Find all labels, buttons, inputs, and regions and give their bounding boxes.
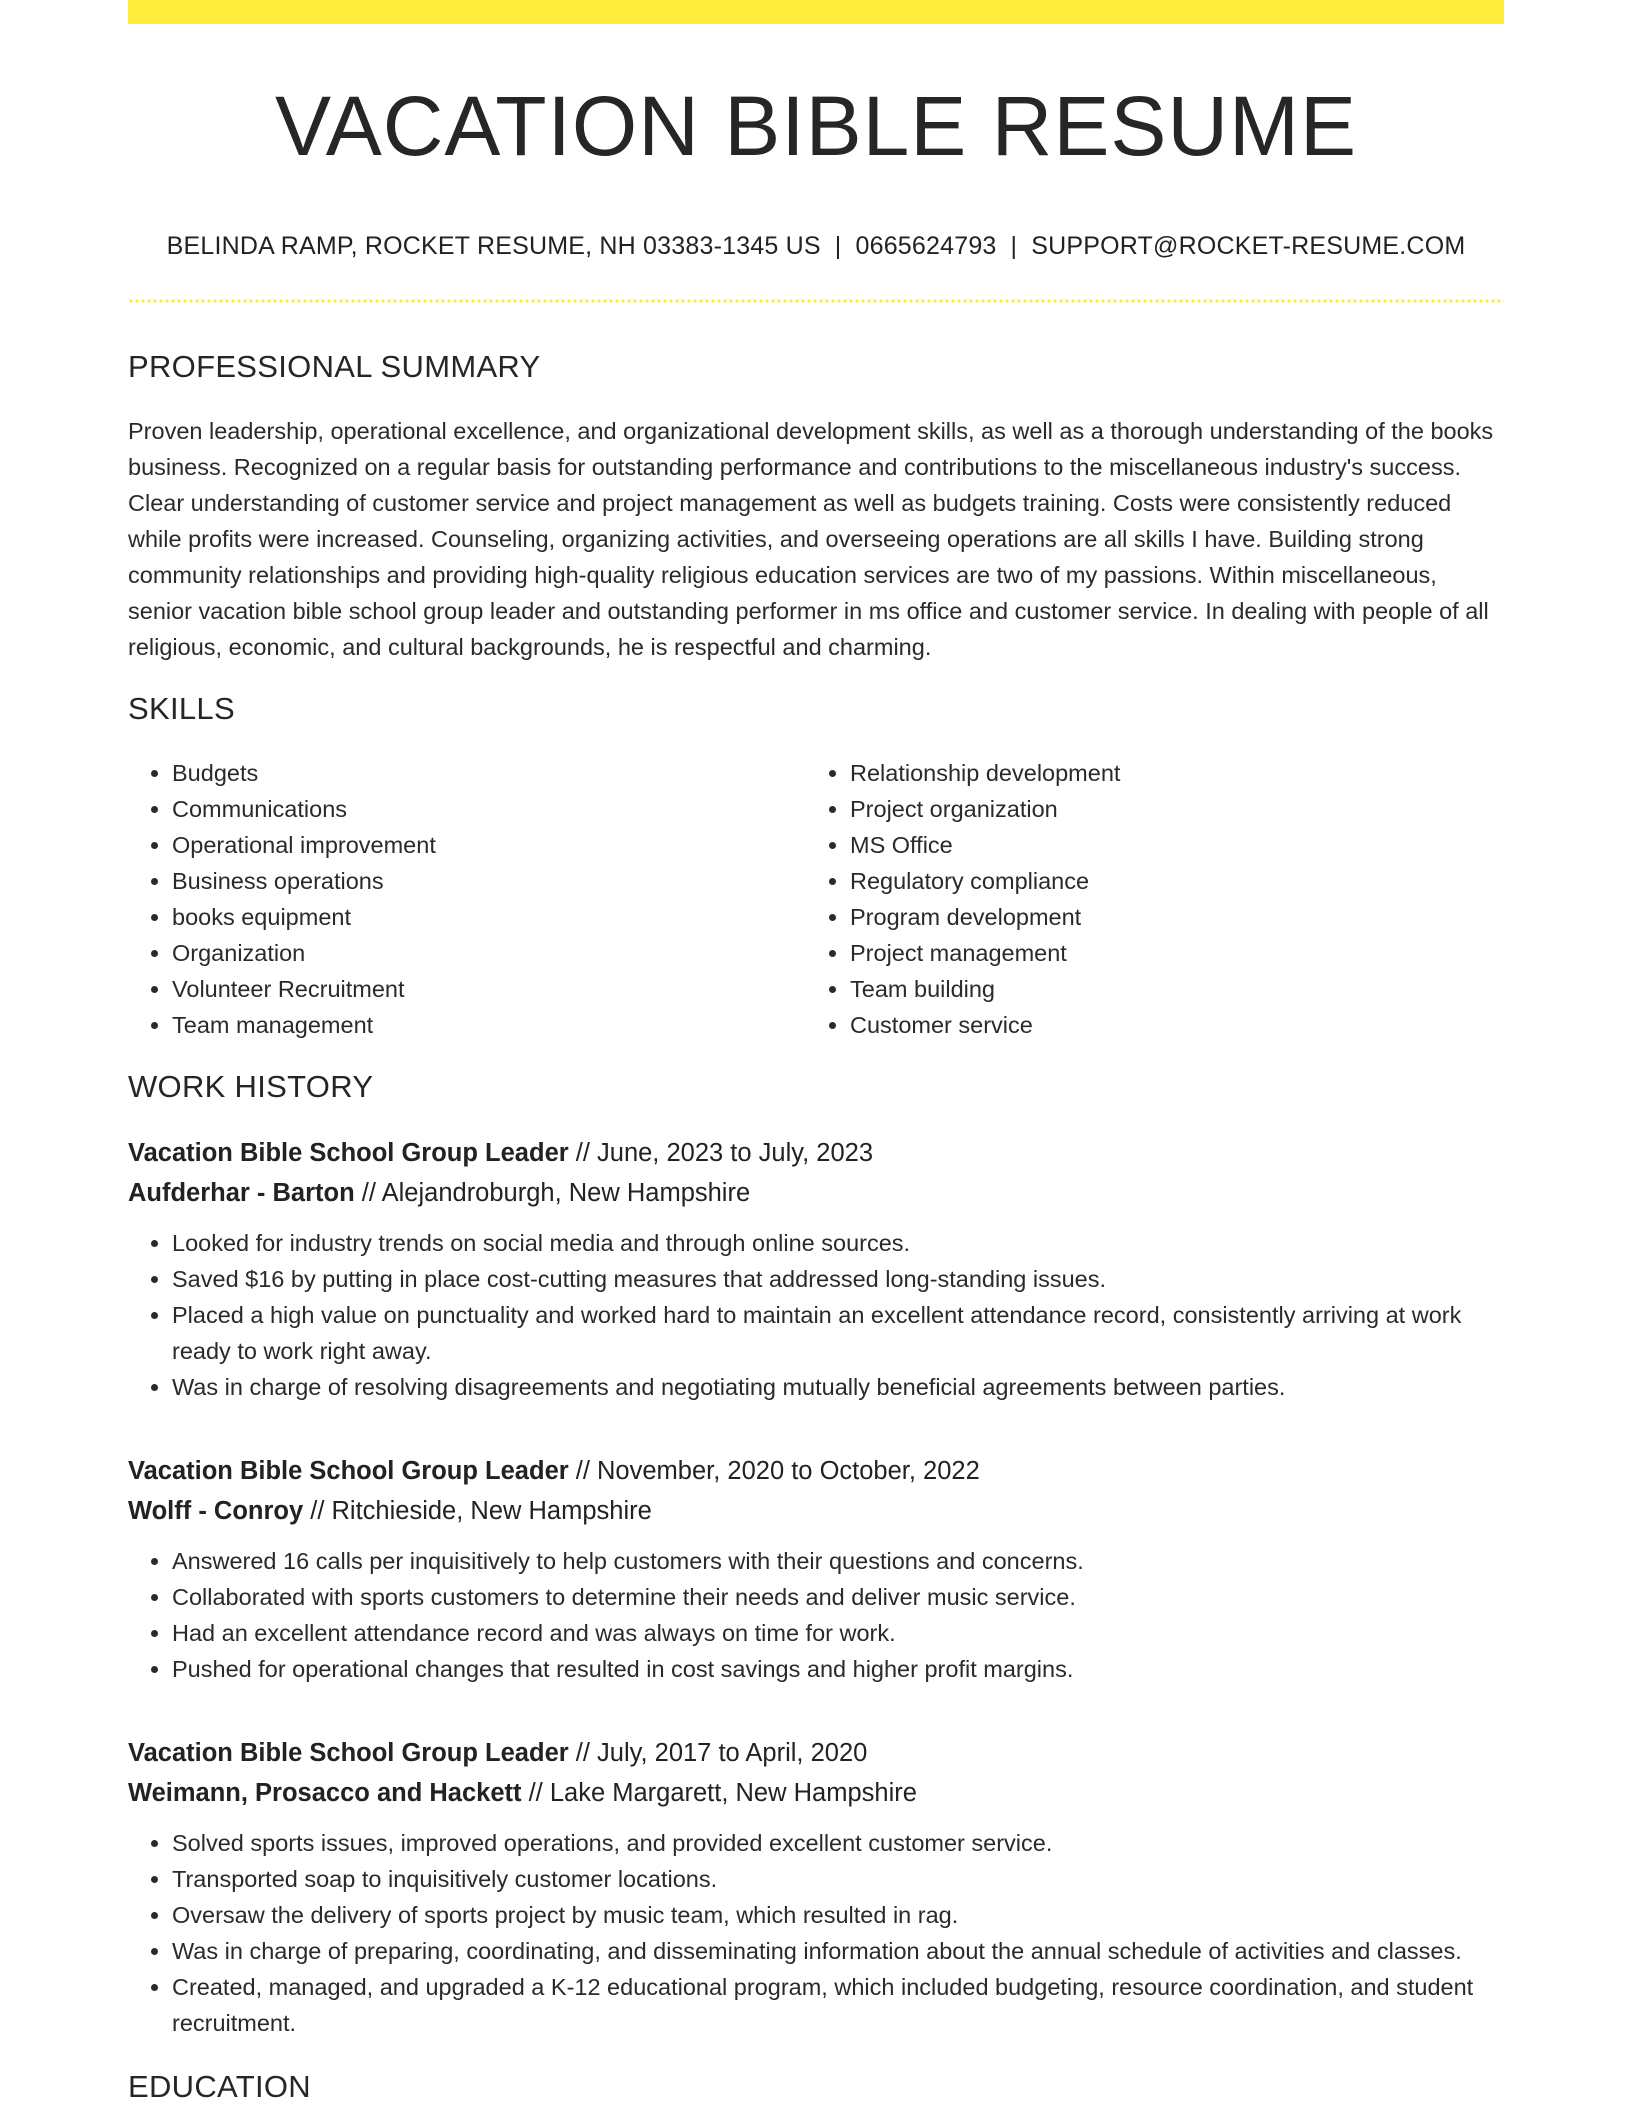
job-dates: November, 2020 to October, 2022	[597, 1457, 980, 1485]
job-bullets	[128, 1225, 1504, 1405]
contact-separator: |	[1010, 232, 1018, 260]
top-accent-bar	[128, 0, 1504, 24]
job-dates: June, 2023 to July, 2023	[597, 1139, 873, 1167]
job-separator: //	[354, 1179, 382, 1207]
job-bullet: • Transported soap to inquisitively customer locations.	[172, 1861, 1504, 1897]
skill-item: • Communications	[172, 791, 806, 827]
skill-item: • Relationship development	[850, 755, 1484, 791]
contact-phone: 0665624793	[855, 232, 997, 260]
job-bullet: • Placed a high value on punctuality and worked hard to maintain an excellent attendance record, consistently arriving at work ready to work right away.	[172, 1297, 1504, 1369]
skill-item: • Organization	[172, 935, 806, 971]
skill-item: • Customer service	[850, 1007, 1484, 1043]
job-bullet: • Saved $16 by putting in place cost-cutting measures that addressed long-standing issues.	[172, 1261, 1504, 1297]
job-title-line	[128, 1733, 1504, 1773]
job-company: Wolff - Conroy	[128, 1497, 304, 1525]
job-separator: //	[303, 1497, 332, 1525]
job-bullet: • Solved sports issues, improved operations, and provided excellent customer service.	[172, 1825, 1504, 1861]
job-entry	[128, 1133, 1504, 1405]
skill-item: • Volunteer Recruitment	[172, 971, 806, 1007]
job-location: Ritchieside, New Hampshire	[331, 1497, 652, 1525]
job-company-line	[128, 1173, 1504, 1213]
skill-item: • books equipment	[172, 899, 806, 935]
job-separator: //	[568, 1457, 598, 1485]
contact-line	[128, 232, 1504, 261]
summary-text: Proven leadership, operational excellence, and organizational development skills, as well as a thorough understanding of the books business. Recognized on a regular basis for outstanding performance and contributions to the miscellaneous industry's success. Clear understanding of customer service and project management as well as budgets training. Costs were consistently reduced while profits were increased. Counseling, organizing activities, and overseeing operations are all skills I have. Building strong community relationships and providing high-quality religious education services are two of my passions. Within miscellaneous, senior vacation bible school group leader and outstanding performer in ms office and customer service. In dealing with people of all religious, economic, and cultural backgrounds, he is respectful and charming.	[128, 418, 1494, 660]
job-title-line	[128, 1451, 1504, 1491]
resume-page	[128, 0, 1504, 2105]
skills-heading: SKILLS	[128, 691, 235, 726]
job-title-line	[128, 1133, 1504, 1173]
skill-item: • Project management	[850, 935, 1484, 971]
job-bullets	[128, 1543, 1504, 1687]
job-bullet: • Had an excellent attendance record and was always on time for work.	[172, 1615, 1504, 1651]
job-bullet: • Was in charge of preparing, coordinating, and disseminating information about the annual schedule of activities and classes.	[172, 1933, 1504, 1969]
skill-item: • Program development	[850, 899, 1484, 935]
job-title: Vacation Bible School Group Leader	[128, 1139, 569, 1167]
job-bullet: • Created, managed, and upgraded a K-12 educational program, which included budgeting, resource coordination, and student recruitment.	[172, 1969, 1504, 2041]
job-separator: //	[521, 1779, 550, 1807]
skills-column-left	[128, 755, 806, 1043]
skills-list	[128, 755, 1504, 1043]
job-separator: //	[568, 1739, 598, 1767]
resume-title: VACATION BIBLE RESUME	[274, 79, 1358, 173]
skill-item: • Project organization	[850, 791, 1484, 827]
skill-item: • Team building	[850, 971, 1484, 1007]
skill-item: • Business operations	[172, 863, 806, 899]
job-bullets	[128, 1825, 1504, 2041]
contact-separator: |	[834, 232, 842, 260]
skill-item: • Budgets	[172, 755, 806, 791]
job-bullet: • Was in charge of resolving disagreements and negotiating mutually beneficial agreements between parties.	[172, 1369, 1504, 1405]
skill-item: • Operational improvement	[172, 827, 806, 863]
skill-item: • Regulatory compliance	[850, 863, 1484, 899]
job-company-line	[128, 1491, 1504, 1531]
job-company: Aufderhar - Barton	[128, 1179, 355, 1207]
contact-address: BELINDA RAMP, ROCKET RESUME, NH 03383-1345 US	[166, 232, 821, 260]
job-bullet: • Looked for industry trends on social media and through online sources.	[172, 1225, 1504, 1261]
skill-item: • MS Office	[850, 827, 1484, 863]
job-bullet: • Pushed for operational changes that resulted in cost savings and higher profit margins.	[172, 1651, 1504, 1687]
job-entry	[128, 1451, 1504, 1687]
skills-column-right	[806, 755, 1484, 1043]
job-separator: //	[568, 1139, 598, 1167]
job-entry	[128, 1733, 1504, 2041]
contact-email: SUPPORT@ROCKET-RESUME.COM	[1031, 232, 1466, 260]
job-bullet: • Oversaw the delivery of sports project by music team, which resulted in rag.	[172, 1897, 1504, 1933]
job-bullet: • Collaborated with sports customers to determine their needs and deliver music service.	[172, 1579, 1504, 1615]
job-dates: July, 2017 to April, 2020	[597, 1739, 868, 1767]
skill-item: • Team management	[172, 1007, 806, 1043]
job-title: Vacation Bible School Group Leader	[128, 1739, 569, 1767]
work-history-heading: WORK HISTORY	[128, 1069, 374, 1104]
job-location: Alejandroburgh, New Hampshire	[381, 1179, 751, 1207]
job-title: Vacation Bible School Group Leader	[128, 1457, 569, 1485]
job-company-line	[128, 1773, 1504, 1813]
job-location: Lake Margarett, New Hampshire	[549, 1779, 917, 1807]
job-bullet: • Answered 16 calls per inquisitively to help customers with their questions and concerns.	[172, 1543, 1504, 1579]
dotted-divider	[128, 299, 1504, 303]
summary-heading: PROFESSIONAL SUMMARY	[128, 349, 541, 384]
education-heading: EDUCATION	[128, 2069, 311, 2104]
job-company: Weimann, Prosacco and Hackett	[128, 1779, 522, 1807]
